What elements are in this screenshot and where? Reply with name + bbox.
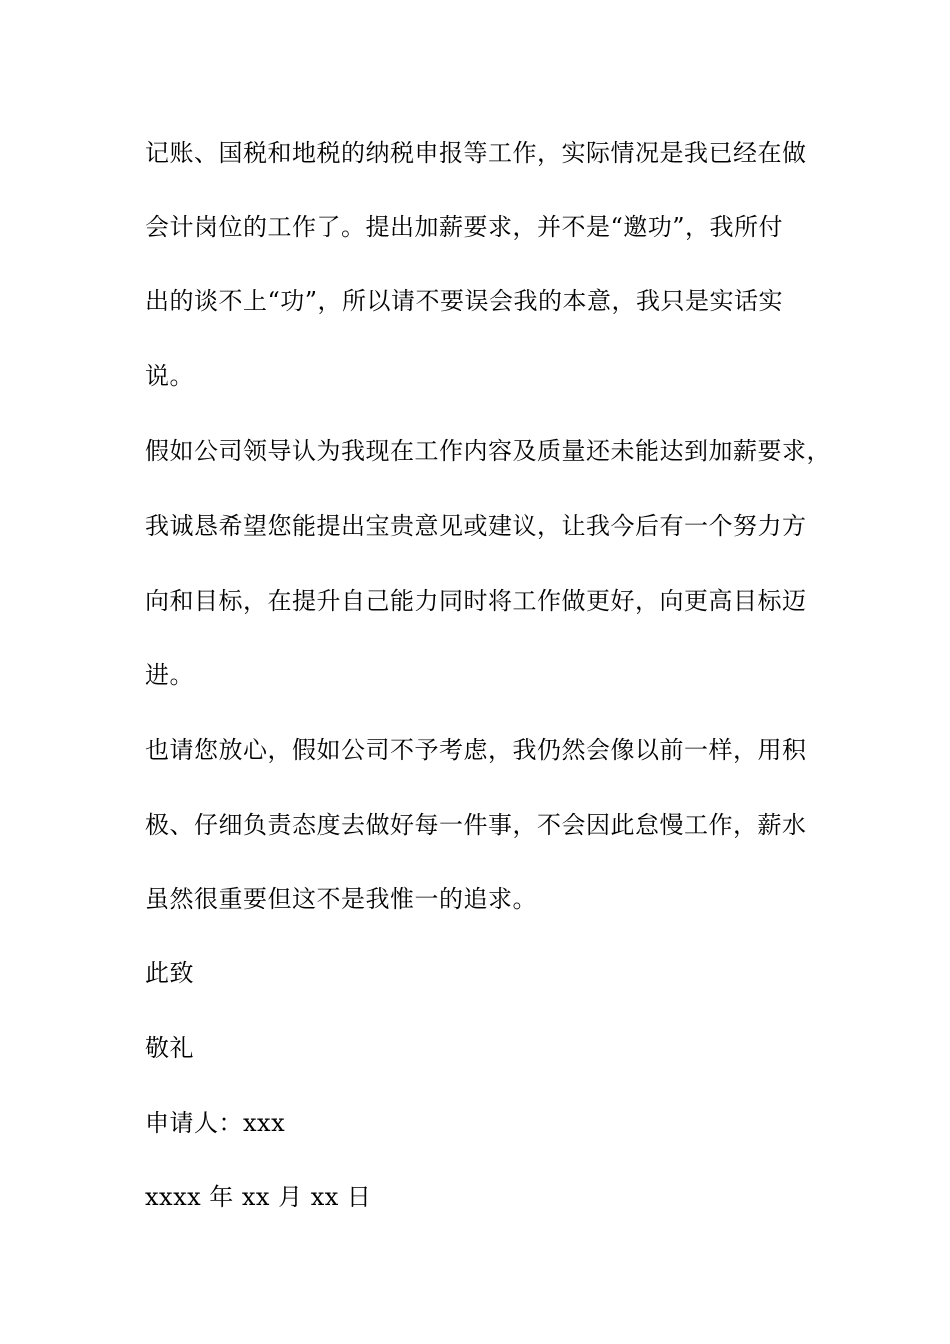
paragraph-3-line-3: 虽然很重要但这不是我惟一的追求。 [145, 885, 537, 913]
paragraph-3-line-2: 极、仔细负责态度去做好每一件事，不会因此怠慢工作，薪水 [145, 811, 807, 839]
salutation-text: 敬礼 [145, 1034, 194, 1062]
date-line: xxxx 年 xx 月 xx 日 [145, 1183, 372, 1211]
paragraph-1-line-4: 说。 [145, 362, 194, 390]
paragraph-3-line-1: 也请您放心，假如公司不予考虑，我仍然会像以前一样，用积 [145, 736, 807, 764]
paragraph-1-line-1: 记账、国税和地税的纳税申报等工作，实际情况是我已经在做 [145, 139, 807, 167]
closing-text: 此致 [145, 959, 194, 987]
paragraph-2-line-1: 假如公司领导认为我现在工作内容及质量还未能达到加薪要求， [145, 437, 831, 465]
paragraph-1-line-3: 出的谈不上“功”，所以请不要误会我的本意，我只是实话实 [145, 287, 784, 315]
paragraph-1-line-2: 会计岗位的工作了。提出加薪要求，并不是“邀功”，我所付 [145, 213, 784, 241]
paragraph-2-line-2: 我诚恳希望您能提出宝贵意见或建议，让我今后有一个努力方 [145, 512, 807, 540]
applicant-signature: 申请人：xxx [145, 1109, 286, 1137]
paragraph-2-line-3: 向和目标，在提升自己能力同时将工作做更好，向更高目标迈 [145, 587, 807, 615]
paragraph-2-line-4: 进。 [145, 661, 194, 689]
